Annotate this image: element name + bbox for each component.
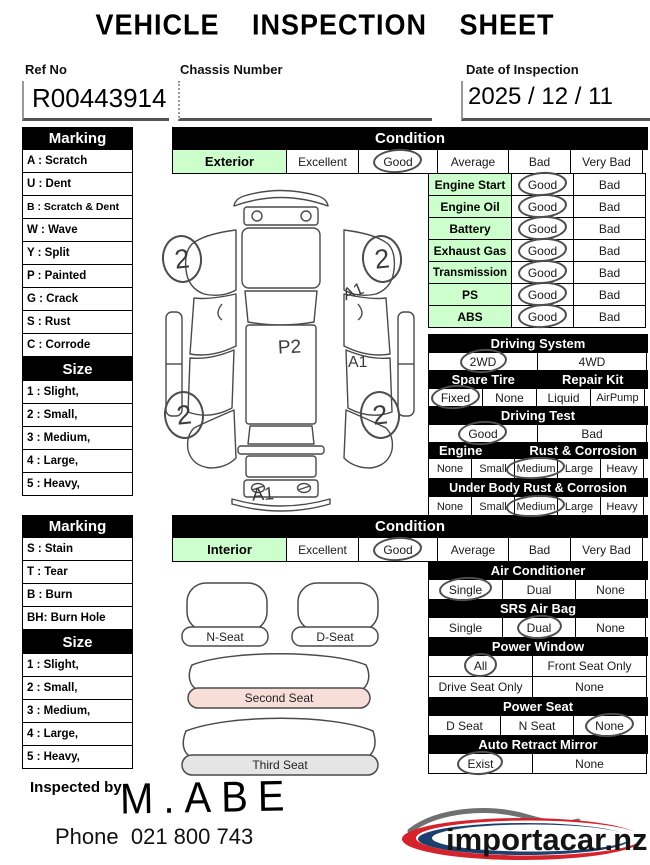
- option-exist: Exist: [428, 753, 533, 774]
- option-all: All: [428, 655, 533, 677]
- legend-item: W : Wave: [22, 218, 133, 242]
- option-bad: Bad: [573, 239, 646, 262]
- d-seat-label: D-Seat: [316, 630, 354, 644]
- option-small: Small: [471, 496, 515, 517]
- exterior-marking-legend: [22, 127, 133, 496]
- option-bad: Bad: [573, 195, 646, 218]
- option-average: Average: [437, 537, 509, 562]
- option-medium: Medium: [514, 458, 558, 479]
- inspected-by-label: Inspected by:: [30, 779, 127, 796]
- check-label: Battery: [428, 217, 512, 240]
- phone-label: Phone: [55, 824, 119, 849]
- legend-size: 1 : Slight,: [22, 653, 133, 677]
- spare-repair-row: [428, 388, 648, 407]
- driving-test-header: Driving Test: [428, 406, 648, 425]
- ref-no-label: Ref No: [25, 62, 67, 77]
- check-row: [428, 239, 648, 262]
- check-row: [428, 195, 648, 218]
- srs-air-bag-header: SRS Air Bag: [428, 599, 648, 618]
- marking-header: Marking: [22, 127, 133, 150]
- legend-size: 5 : Heavy,: [22, 745, 133, 769]
- phone-line: [55, 824, 253, 850]
- option-very-bad: Very Bad: [570, 149, 643, 174]
- driving-system-header: Driving System: [428, 334, 648, 353]
- option-4wd: 4WD: [537, 352, 647, 371]
- option-liquid: Liquid: [536, 388, 591, 407]
- legend-item: G : Crack: [22, 287, 133, 311]
- exterior-condition-table: [172, 127, 648, 174]
- option-large: Large: [557, 496, 601, 517]
- legend-item: BH: Burn Hole: [22, 606, 133, 630]
- option-n-seat: N Seat: [500, 715, 574, 736]
- option-heavy: Heavy: [600, 458, 644, 479]
- legend-size: 3 : Medium,: [22, 426, 133, 450]
- chassis-label: Chassis Number: [180, 62, 283, 77]
- condition-header: Condition: [172, 515, 648, 538]
- legend-item: P : Painted: [22, 264, 133, 288]
- check-row: [428, 261, 648, 284]
- ref-no-value: R00443914: [32, 83, 167, 113]
- date-value: 2025 / 12 / 11: [468, 83, 614, 110]
- interior-equipment-block: [428, 561, 648, 774]
- logo-swoosh-icon: [396, 799, 648, 862]
- option-2wd: 2WD: [428, 352, 538, 371]
- option-average: Average: [437, 149, 509, 174]
- legend-size: 1 : Slight,: [22, 380, 133, 404]
- wheel-mark: 2: [160, 233, 205, 285]
- exterior-condition-row: [172, 149, 648, 174]
- power-seat-row: [428, 715, 648, 736]
- engine-rust-header: Engine Rust & Corrosion: [428, 442, 648, 459]
- phone-number: 021 800 743: [130, 824, 254, 849]
- power-window-rows: [428, 655, 648, 698]
- legend-item: S : Rust: [22, 310, 133, 334]
- check-row: [428, 283, 648, 306]
- interior-label: Interior: [172, 537, 287, 562]
- exterior-label: Exterior: [172, 149, 287, 174]
- marking-header: Marking: [22, 515, 133, 538]
- check-label: PS: [428, 283, 512, 306]
- legend-size: 4 : Large,: [22, 449, 133, 473]
- date-label: Date of Inspection: [466, 62, 579, 77]
- option-good: Good: [511, 305, 574, 328]
- legend-item: B : Scratch & Dent: [22, 195, 133, 219]
- spare-tire-header: Spare Tire: [428, 370, 539, 389]
- legend-size: 2 : Small,: [22, 403, 133, 427]
- check-label: Exhaust Gas: [428, 239, 512, 262]
- option-none: None: [532, 676, 647, 698]
- second-seat-label: Second Seat: [244, 691, 314, 705]
- driving-system-block: [428, 334, 648, 517]
- driving-test-row: [428, 424, 648, 443]
- option-good: Good: [511, 239, 574, 262]
- option-none: None: [532, 753, 647, 774]
- n-seat-label: N-Seat: [206, 630, 244, 644]
- option-good: Good: [511, 217, 574, 240]
- option-good: Good: [511, 261, 574, 284]
- option-none: None: [428, 458, 472, 479]
- legend-size: 2 : Small,: [22, 676, 133, 700]
- legend-size: 4 : Large,: [22, 722, 133, 746]
- option-bad: Bad: [537, 424, 647, 443]
- option-medium: Medium: [514, 496, 558, 517]
- underbody-rust-row: [428, 496, 648, 517]
- a1-mark-side: A1: [348, 354, 368, 371]
- check-row: [428, 173, 648, 196]
- seat-drawing: [160, 555, 420, 785]
- legend-item: A : Scratch: [22, 149, 133, 173]
- legend-item: T : Tear: [22, 560, 133, 584]
- engine-rust-row: [428, 458, 648, 479]
- check-label: Engine Oil: [428, 195, 512, 218]
- option-fixed: Fixed: [428, 388, 483, 407]
- car-diagram: [160, 182, 420, 512]
- wheel-mark: 2: [358, 389, 403, 441]
- option-bad: Bad: [508, 537, 571, 562]
- power-window-header: Power Window: [428, 637, 648, 656]
- legend-item: C : Corrode: [22, 333, 133, 357]
- legend-size: 5 : Heavy,: [22, 472, 133, 496]
- repair-kit-header: Repair Kit: [538, 370, 649, 389]
- option-airpump: AirPump: [590, 388, 645, 407]
- driving-system-row: [428, 352, 648, 371]
- air-conditioner-header: Air Conditioner: [428, 561, 648, 580]
- interior-condition-table: [172, 515, 648, 562]
- size-header: Size: [22, 357, 133, 381]
- legend-item: S : Stain: [22, 537, 133, 561]
- check-label: ABS: [428, 305, 512, 328]
- check-label: Transmission: [428, 261, 512, 284]
- legend-item: U : Dent: [22, 172, 133, 196]
- legend-item: B : Burn: [22, 583, 133, 607]
- chassis-field: [178, 81, 432, 121]
- option-good: Good: [358, 537, 438, 562]
- auto-retract-mirror-row: [428, 753, 648, 774]
- engine-checks-table: [428, 173, 648, 328]
- power-seat-header: Power Seat: [428, 697, 648, 716]
- option-bad: Bad: [573, 283, 646, 306]
- option-very-bad: Very Bad: [570, 537, 643, 562]
- option-good: Good: [428, 424, 538, 443]
- option-excellent: Excellent: [286, 149, 359, 174]
- option-bad: Bad: [573, 173, 646, 196]
- legend-item: Y : Split: [22, 241, 133, 265]
- wheel-mark: 2: [162, 389, 207, 441]
- date-field: [461, 81, 650, 121]
- option-good: Good: [511, 173, 574, 196]
- option-single: Single: [428, 617, 503, 638]
- option-bad: Bad: [508, 149, 571, 174]
- option-excellent: Excellent: [286, 537, 359, 562]
- check-label: Engine Start: [428, 173, 512, 196]
- legend-size: 3 : Medium,: [22, 699, 133, 723]
- option-bad: Bad: [573, 305, 646, 328]
- third-seat-label: Third Seat: [252, 758, 308, 772]
- p2-mark-roof: P2: [277, 336, 302, 359]
- option-none: None: [428, 496, 472, 517]
- option-large: Large: [557, 458, 601, 479]
- underbody-rust-header: Under Body Rust & Corrosion: [428, 478, 648, 497]
- importacar-logo: [396, 799, 648, 862]
- check-row: [428, 217, 648, 240]
- wheel-mark: 2: [360, 233, 405, 285]
- option-bad: Bad: [573, 217, 646, 240]
- option-none: None: [575, 579, 646, 600]
- auto-retract-mirror-header: Auto Retract Mirror: [428, 735, 648, 754]
- size-header: Size: [22, 630, 133, 654]
- seat-diagram: [160, 555, 420, 785]
- option-none: None: [573, 715, 646, 736]
- ref-no-field: [22, 81, 169, 121]
- option-none: None: [482, 388, 537, 407]
- option-single: Single: [428, 579, 503, 600]
- page-title: VEHICLE INSPECTION SHEET: [95, 9, 555, 41]
- option-bad: Bad: [573, 261, 646, 284]
- a1-mark-bumper: A1: [251, 483, 275, 505]
- option-none: None: [575, 617, 646, 638]
- option-drive-seat-only: Drive Seat Only: [428, 676, 533, 698]
- option-small: Small: [471, 458, 515, 479]
- repair-kit-options: [536, 388, 645, 407]
- option-d-seat: D Seat: [428, 715, 501, 736]
- air-conditioner-row: [428, 579, 648, 600]
- check-row: [428, 305, 648, 328]
- option-good: Good: [511, 283, 574, 306]
- inspector-signature: M.ABE: [119, 772, 295, 824]
- option-good: Good: [511, 195, 574, 218]
- option-dual: Dual: [502, 579, 576, 600]
- condition-header: Condition: [172, 127, 648, 150]
- spare-tire-options: [428, 388, 537, 407]
- interior-marking-legend: [22, 515, 133, 769]
- option-dual: Dual: [502, 617, 576, 638]
- spare-repair-headers: [428, 370, 648, 389]
- srs-air-bag-row: [428, 617, 648, 638]
- option-good: Good: [358, 149, 438, 174]
- a1-mark-door: A1: [340, 278, 367, 305]
- logo-text: importacar.nz: [446, 822, 648, 857]
- option-heavy: Heavy: [600, 496, 644, 517]
- option-front-seat-only: Front Seat Only: [532, 655, 647, 677]
- chassis-value: [180, 81, 432, 84]
